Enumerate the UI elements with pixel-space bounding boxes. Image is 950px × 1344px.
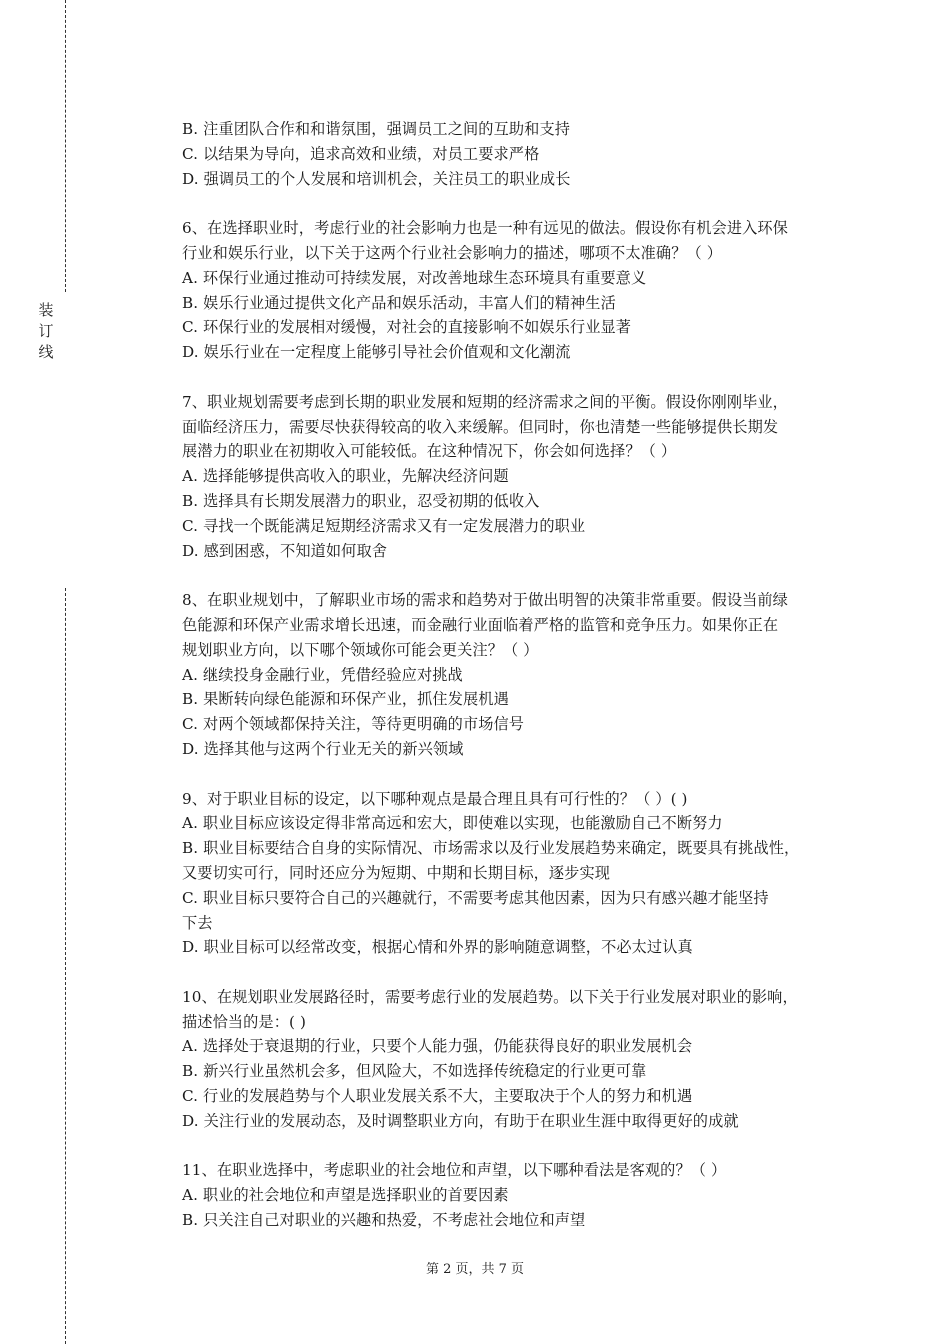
question-stem-line: 7、职业规划需要考虑到长期的职业发展和短期的经济需求之间的平衡。假设你刚刚毕业， <box>182 392 788 411</box>
question-stem-line: 展潜力的职业在初期收入可能较低。在这种情况下，你会如何选择？（ ） <box>182 442 677 461</box>
option-line: A. 职业的社会地位和声望是选择职业的首要因素 <box>182 1186 509 1205</box>
option-line: 下去 <box>182 913 213 932</box>
question-content <box>182 117 862 1258</box>
binding-label-char: 装 <box>38 301 54 319</box>
option-line: C. 职业目标只要符合自己的兴趣就行，不需要考虑其他因素，因为只有感兴趣才能坚持 <box>182 888 769 907</box>
question-stem-line: 9、对于职业目标的设定，以下哪种观点是最合理且具有可行性的？（ ）( ) <box>182 789 688 808</box>
question-stem-line: 描述恰当的是：( ) <box>182 1012 306 1031</box>
option-line: C. 对两个领域都保持关注，等待更明确的市场信号 <box>182 715 525 734</box>
option-line: B. 只关注自己对职业的兴趣和热爱，不考虑社会地位和声望 <box>182 1211 586 1230</box>
option-line: B. 选择具有长期发展潜力的职业，忍受初期的低收入 <box>182 491 540 510</box>
question-6 <box>182 216 862 365</box>
option-line: D. 感到困惑，不知道如何取舍 <box>182 541 388 560</box>
option-line: D. 娱乐行业在一定程度上能够引导社会价值观和文化潮流 <box>182 343 571 362</box>
question-stem-line: 10、在规划职业发展路径时，需要考虑行业的发展趋势。以下关于行业发展对职业的影响， <box>182 987 798 1006</box>
question-5-tail <box>182 117 862 191</box>
option-line: A. 选择处于衰退期的行业，只要个人能力强，仍能获得良好的职业发展机会 <box>182 1037 693 1056</box>
question-9 <box>182 787 862 961</box>
option-line: B. 果断转向绿色能源和环保产业，抓住发展机遇 <box>182 690 509 709</box>
option-line: B. 新兴行业虽然机会多，但风险大，不如选择传统稳定的行业更可靠 <box>182 1062 647 1081</box>
option-line: A. 职业目标应该设定得非常高远和宏大，即使难以实现，也能激励自己不断努力 <box>182 814 723 833</box>
option-line: C. 环保行业的发展相对缓慢，对社会的直接影响不如娱乐行业显著 <box>182 318 632 337</box>
option-line: B. 娱乐行业通过提供文化产品和娱乐活动，丰富人们的精神生活 <box>182 293 616 312</box>
option-line: C. 以结果为导向，追求高效和业绩，对员工要求严格 <box>182 144 540 163</box>
option-line: C. 行业的发展趋势与个人职业发展关系不大，主要取决于个人的努力和机遇 <box>182 1087 693 1106</box>
page-number-footer: 第 2 页，共 7 页 <box>425 1262 525 1277</box>
option-line: B. 职业目标要结合自身的实际情况、市场需求以及行业发展趋势来确定，既要具有挑战性， <box>182 839 800 858</box>
question-stem-line: 6、在选择职业时，考虑行业的社会影响力也是一种有远见的做法。假设你有机会进入环保 <box>182 219 788 238</box>
binding-label-char: 线 <box>38 343 54 361</box>
question-stem-line: 行业和娱乐行业，以下关于这两个行业社会影响力的描述，哪项不太准确？（ ） <box>182 243 722 262</box>
question-stem-line: 色能源和环保产业需求增长迅速，而金融行业面临着严格的监管和竞争压力。如果你正在 <box>182 615 779 634</box>
question-11 <box>182 1158 862 1232</box>
binding-dashed-line-bottom <box>65 588 66 1344</box>
question-7 <box>182 390 862 564</box>
binding-label-char: 订 <box>38 322 54 340</box>
question-stem-line: 8、在职业规划中，了解职业市场的需求和趋势对于做出明智的决策非常重要。假设当前绿 <box>182 591 788 610</box>
option-line: 又要切实可行，同时还应分为短期、中期和长期目标，逐步实现 <box>182 863 611 882</box>
question-stem-line: 规划职业方向，以下哪个领域你可能会更关注？（ ） <box>182 640 539 659</box>
option-line: B. 注重团队合作和和谐氛围，强调员工之间的互助和支持 <box>182 120 571 138</box>
option-line: A. 环保行业通过推动可持续发展，对改善地球生态环境具有重要意义 <box>182 268 647 287</box>
question-stem-line: 面临经济压力，需要尽快获得较高的收入来缓解。但同时，你也清楚一些能够提供长期发 <box>182 417 779 436</box>
question-10 <box>182 985 862 1134</box>
question-8 <box>182 588 862 762</box>
question-stem-line: 11、在职业选择中，考虑职业的社会地位和声望，以下哪种看法是客观的？（ ） <box>182 1161 727 1180</box>
option-line: A. 选择能够提供高收入的职业，先解决经济问题 <box>182 467 509 486</box>
option-line: A. 继续投身金融行业，凭借经验应对挑战 <box>182 665 463 684</box>
option-line: D. 关注行业的发展动态，及时调整职业方向，有助于在职业生涯中取得更好的成就 <box>182 1111 739 1130</box>
option-line: D. 强调员工的个人发展和培训机会，关注员工的职业成长 <box>182 169 571 188</box>
option-line: C. 寻找一个既能满足短期经济需求又有一定发展潜力的职业 <box>182 516 586 535</box>
binding-dashed-line-top <box>65 0 66 292</box>
option-line: D. 选择其他与这两个行业无关的新兴领域 <box>182 739 464 758</box>
option-line: D. 职业目标可以经常改变，根据心情和外界的影响随意调整，不必太过认真 <box>182 938 693 957</box>
binding-label <box>36 300 56 363</box>
